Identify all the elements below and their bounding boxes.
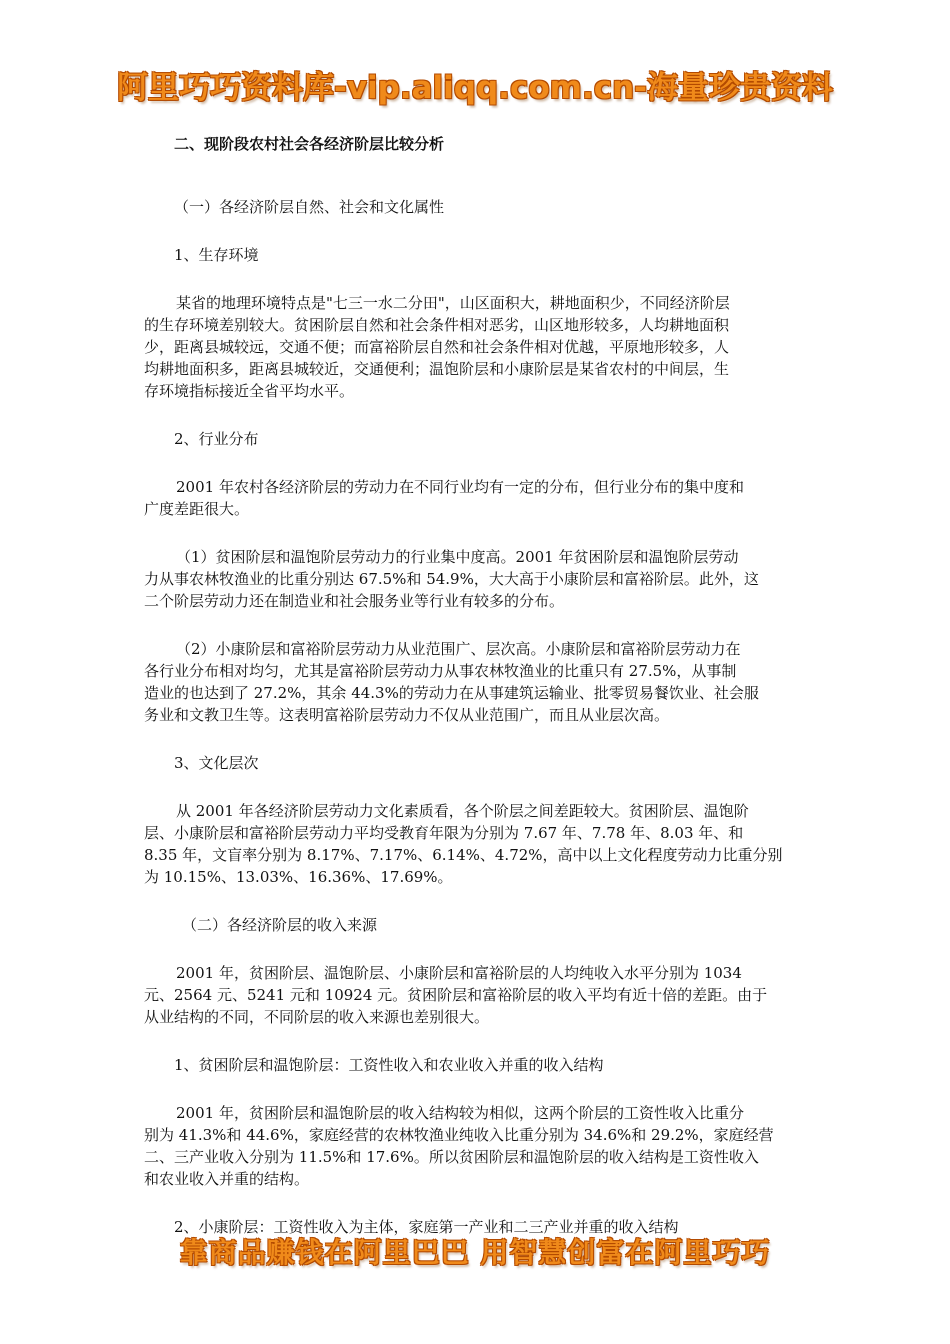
top-banner: 阿里巧巧资料库-vip.aliqq.com.cn-海量珍贵资料 <box>116 70 834 106</box>
text-line: 8.35 年，文盲率分别为 8.17%、7.17%、6.14%、4.72%，高中以上文化程度劳动力比重分别 <box>144 846 783 864</box>
text-line: 的生存环境差别较大。贫困阶层自然和社会条件相对恶劣，山区地形较多，人均耕地面积 <box>144 316 730 334</box>
section-heading: 二、现阶段农村社会各经济阶层比较分析 <box>174 135 445 153</box>
paragraph-living-environment <box>144 292 808 402</box>
paragraph-industry-1 <box>144 546 808 612</box>
text-line: 存环境指标接近全省平均水平。 <box>144 382 355 400</box>
text-line: 从 2001 年各经济阶层劳动力文化素质看，各个阶层之间差距较大。贫困阶层、温饱阶 <box>176 802 749 820</box>
document-body <box>144 118 808 1238</box>
text-line: 元、2564 元、5241 元和 10924 元。贫困阶层和富裕阶层的收入平均有近十倍的差距。由于 <box>144 986 768 1004</box>
paragraph-income-structure <box>144 1102 808 1190</box>
text-line: 广度差距很大。 <box>144 500 250 518</box>
text-line: 层、小康阶层和富裕阶层劳动力平均受教育年限为分别为 7.67 年、7.78 年、8.03 年、和 <box>144 824 744 842</box>
text-line: 2001 年农村各经济阶层的劳动力在不同行业均有一定的分布，但行业分布的集中度和 <box>176 478 744 496</box>
text-line: 2001 年，贫困阶层、温饱阶层、小康阶层和富裕阶层的人均纯收入水平分别为 1034 <box>176 964 742 982</box>
subsection-title: 3、文化层次 <box>174 754 259 772</box>
text-line: 少，距离县城较远，交通不便；而富裕阶层自然和社会条件相对优越，平原地形较多，人 <box>144 338 730 356</box>
text-line: 均耕地面积多，距离县城较近，交通便利；温饱阶层和小康阶层是某省农村的中间层，生 <box>144 360 730 378</box>
paragraph-industry-2 <box>144 638 808 726</box>
paragraph-industry-intro <box>144 476 808 520</box>
text-line: 和农业收入并重的结构。 <box>144 1170 310 1188</box>
text-line: 2001 年，贫困阶层和温饱阶层的收入结构较为相似，这两个阶层的工资性收入比重分 <box>176 1104 744 1122</box>
section2-title: （二）各经济阶层的收入来源 <box>182 916 378 934</box>
text-line: 二、三产业收入分别为 11.5%和 17.6%。所以贫困阶层和温饱阶层的收入结构是工资性收入 <box>144 1148 759 1166</box>
paragraph-education <box>144 800 808 888</box>
text-line: 各行业分布相对均匀，尤其是富裕阶层劳动力从事农林牧渔业的比重只有 27.5%，从事制 <box>144 662 737 680</box>
text-line: 为 10.15%、13.03%、16.36%、17.69%。 <box>144 868 453 886</box>
text-line: 造业的也达到了 27.2%，其余 44.3%的劳动力在从事建筑运输业、批零贸易餐饮业、社会服 <box>144 684 759 702</box>
subsection-title: 2、小康阶层：工资性收入为主体，家庭第一产业和二三产业并重的收入结构 <box>174 1218 679 1236</box>
text-line: 某省的地理环境特点是"七三一水二分田"，山区面积大，耕地面积少，不同经济阶层 <box>176 294 730 312</box>
paragraph-income-intro <box>144 962 808 1028</box>
section1-title: （一）各经济阶层自然、社会和文化属性 <box>174 198 445 216</box>
text-line: 从业结构的不同，不同阶层的收入来源也差别很大。 <box>144 1008 490 1026</box>
text-line: 别为 41.3%和 44.6%，家庭经营的农林牧渔业纯收入比重分别为 34.6%和 29.2%，家庭经营 <box>144 1126 774 1144</box>
text-line: 务业和文教卫生等。这表明富裕阶层劳动力不仅从业范围广，而且从业层次高。 <box>144 706 670 724</box>
bottom-banner: 靠商品赚钱在阿里巴巴 用智慧创富在阿里巧巧 <box>179 1236 771 1269</box>
subsection-title: 1、贫困阶层和温饱阶层：工资性收入和农业收入并重的收入结构 <box>174 1056 604 1074</box>
subsection-title: 1、生存环境 <box>174 246 259 264</box>
text-line: 二个阶层劳动力还在制造业和社会服务业等行业有较多的分布。 <box>144 592 565 610</box>
text-line: （1）贫困阶层和温饱阶层劳动力的行业集中度高。2001 年贫困阶层和温饱阶层劳动 <box>176 548 739 566</box>
subsection-title: 2、行业分布 <box>174 430 259 448</box>
text-line: 力从事农林牧渔业的比重分别达 67.5%和 54.9%，大大高于小康阶层和富裕阶层。此外，这 <box>144 570 759 588</box>
text-line: （2）小康阶层和富裕阶层劳动力从业范围广、层次高。小康阶层和富裕阶层劳动力在 <box>176 640 741 658</box>
